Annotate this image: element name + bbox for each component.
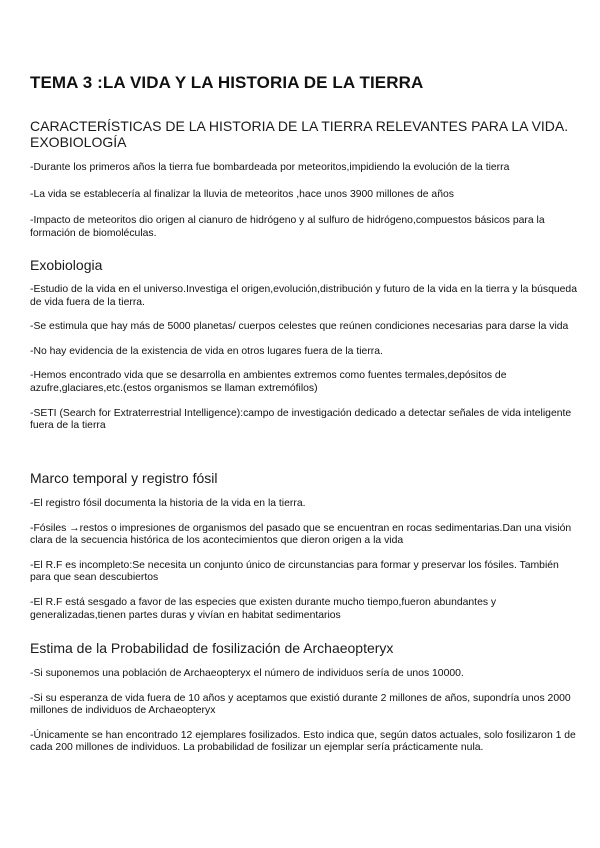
paragraph: -No hay evidencia de la existencia de vida en otros lugares fuera de la tierra. xyxy=(30,345,383,357)
paragraph: -Durante los primeros años la tierra fue bombardeada por meteoritos,impidiendo la evolución de la tierra xyxy=(30,162,510,173)
section-marco-temporal xyxy=(30,470,578,622)
paragraph: -La vida se establecería al finalizar la lluvia de meteoritos ,hace unos 3900 millones de años xyxy=(30,188,454,200)
section-heading: Marco temporal y registro fósil xyxy=(30,470,218,486)
paragraph: -El registro fósil documenta la historia de la vida en la tierra. xyxy=(30,498,306,509)
section-caracteristicas xyxy=(30,118,578,240)
paragraph: -Si su esperanza de vida fuera de 10 años y aceptamos que existió durante 2 millones de años, supondría unos 2000 millones de individuos de Archaeopteryx xyxy=(30,692,571,717)
paragraph: -Impacto de meteoritos dio origen al cianuro de hidrógeno y al sulfuro de hidrógeno,compuestos básicos para la formación de biomoléculas. xyxy=(30,215,545,239)
paragraph: -SETI (Search for Extraterrestrial Intelligence):campo de investigación dedicado a detectar señales de vida inteligente fuera de la tierra xyxy=(30,407,572,432)
paragraph: -Fósiles →restos o impresiones de organismos del pasado que se encuentran en rocas sedimentarias.Dan una visión clara de la secuencia histórica de los acontecimientos que dieron origen a la vida xyxy=(30,522,572,547)
paragraph: -Únicamente se han encontrado 12 ejemplares fosilizados. Esto indica que, según datos actuales, solo fosilizaron 1 de cada 200 millones de individuos. La probabilidad de fosilizar un ejemplar sería prácticamente nula. xyxy=(30,729,576,754)
section-exobiologia xyxy=(30,257,578,433)
document-title: TEMA 3 :LA VIDA Y LA HISTORIA DE LA TIERRA xyxy=(30,73,424,92)
section-heading: Estima de la Probabilidad de fosilización de Archaeopteryx xyxy=(30,640,394,656)
section-heading: Exobiologia xyxy=(30,257,103,273)
paragraph: -Estudio de la vida en el universo.Investiga el origen,evolución,distribución y futuro de la vida en la tierra y la búsqueda de vida fuera de la tierra. xyxy=(30,284,577,308)
section-heading: CARACTERÍSTICAS DE LA HISTORIA DE LA TIERRA RELEVANTES PARA LA VIDA. EXOBIOLOGÍA xyxy=(30,118,569,150)
paragraph: -Hemos encontrado vida que se desarrolla en ambientes extremos como fuentes termales,depósitos de azufre,glaciares,etc.(estos organismos se llaman extremófilos) xyxy=(30,370,507,394)
section-archaeopteryx xyxy=(30,640,578,755)
paragraph: -El R.F es incompleto:Se necesita un conjunto único de circunstancias para formar y preservar los fósiles. También para que sean descubiertos xyxy=(30,559,559,584)
paragraph: -El R.F está sesgado a favor de las especies que existen durante mucho tiempo,fueron abundantes y generalizadas,tienen partes duras y vivían en habitat sedimentarios xyxy=(30,596,497,621)
paragraph: -Se estimula que hay más de 5000 planetas/ cuerpos celestes que reúnen condiciones necesarias para darse la vida xyxy=(30,321,569,333)
paragraph: -Si suponemos una población de Archaeopteryx el número de individuos sería de unos 10000. xyxy=(30,668,464,679)
